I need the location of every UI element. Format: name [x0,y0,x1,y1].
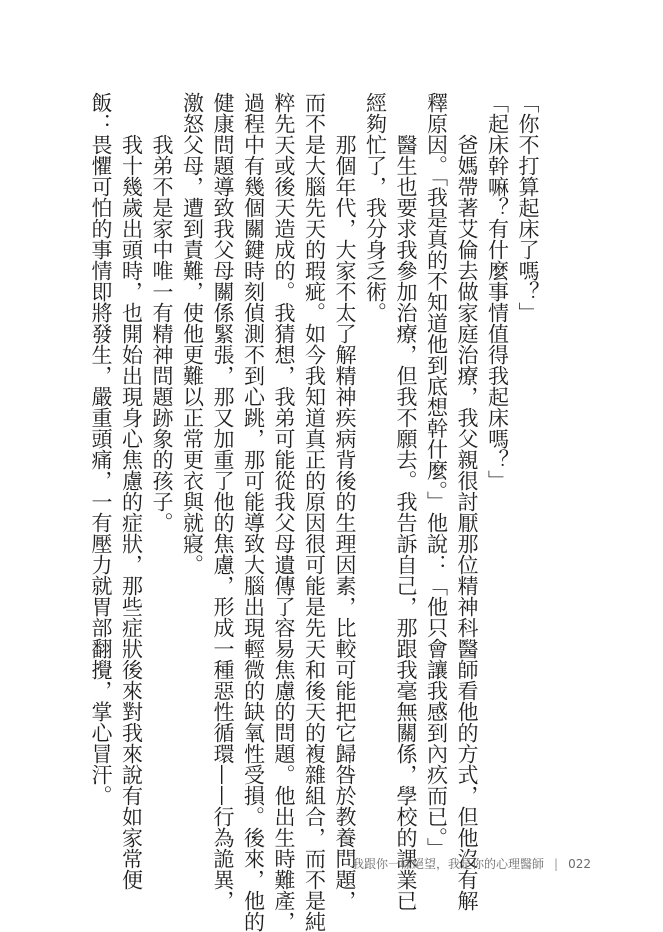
text-line-11: 健康問題導致我父母關係緊張，那又加重了他的焦慮，形成一種惡性循環——行為詭異， [211,92,235,911]
text-line-12: 激怒父母，遭到責難，使他更難以正常更衣與就寢。 [180,92,205,575]
text-line-9: 粹先天或後天造成的。我猜想，我弟可能從我父母遺傳了容易焦慮的問題。他出生時難產， [272,92,296,932]
text-line-14: 我十幾歲出頭時，也開始出現身心焦慮的症狀，那些症狀後來對我來說有如家常便 [119,134,144,890]
text-line-4: 釋原因。「我是真的不知道他到底想幹什麼。」他說：「他只會讓我感到內疚而已。」 [424,92,449,859]
text-line-10: 過程中有幾個關鍵時刻偵測不到心跳，那可能導致大腦出現輕微的缺氧性受損。後來，他的 [241,92,266,932]
text-line-1: 「你不打算起床了嗎？」 [516,92,540,323]
running-title: 我跟你一樣絕望，我是你的心理醫師 [352,857,545,871]
text-line-8: 而不是大腦先天的瑕疵。如今我知道真正的原因很可能是先天和後天的複雜組合，而不是純 [302,92,327,932]
text-line-2: 「起床幹嘛？有什麼事情值得我起床嗎？」 [485,92,510,491]
text-line-5: 醫生也要求我參加治療，但我不願去。我告訴自己，那跟我毫無關係，學校的課業已 [394,134,418,911]
text-line-3: 爸媽帶著艾倫去做家庭治療，我父親很討厭那位精神科醫師看他的方式，但他沒有解 [455,134,479,911]
text-line-7: 那個年代，大家不太了解精神疾病背後的生理因素，比較可能把它歸咎於教養問題， [333,134,357,911]
text-line-6: 經夠忙了，我分身乏術。 [363,92,388,323]
text-line-13: 我弟不是家中唯一有精神問題跡象的孩子。 [150,134,174,533]
text-line-15: 飯：畏懼可怕的事情即將發生，嚴重頭痛，一有壓力就胃部翻攪，掌心冒汗。 [89,92,113,806]
page-footer [352,855,591,872]
footer-separator: | [554,856,559,871]
page-number: 022 [568,856,591,871]
